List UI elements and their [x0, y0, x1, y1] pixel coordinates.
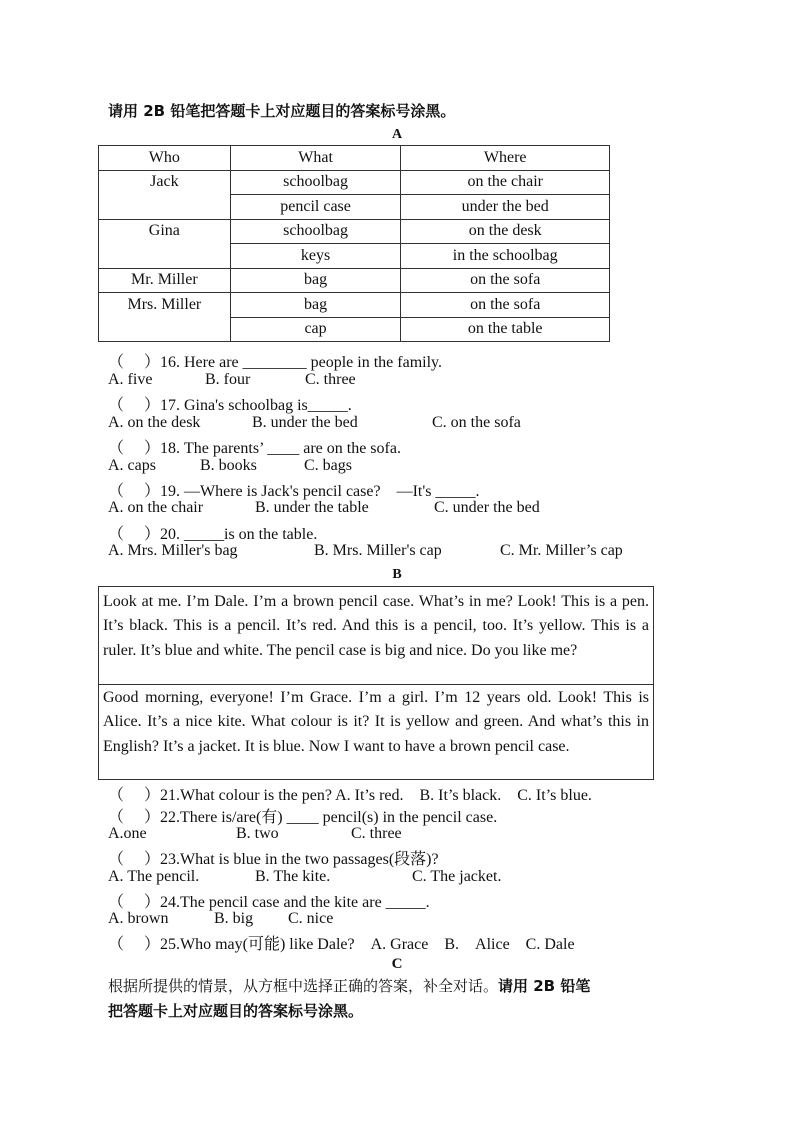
question-25: （ ）25.Who may(可能) like Dale? A. Grace B. Alice C. Dale: [108, 936, 575, 953]
question-16: （ ）16. Here are ________ people in the family.: [108, 354, 442, 371]
q19-option-c: C. under the bed: [434, 499, 540, 516]
q19-option-a: A. on the chair: [108, 499, 204, 516]
q20-option-c: C. Mr. Miller’s cap: [500, 542, 623, 559]
table-row: [99, 170, 610, 195]
question-18: （ ）18. The parents’ ____ are on the sofa.: [108, 440, 401, 457]
who-cell: Gina: [99, 219, 231, 268]
section-c-bold-1: 请用 2B 铅笔: [498, 977, 591, 995]
q17-option-c: C. on the sofa: [432, 414, 521, 431]
question-19: （ ）19. —Where is Jack's pencil case? —It's _____.: [108, 483, 480, 500]
question-21: （ ）21.What colour is the pen? A. It’s red. B. It’s black. C. It’s blue.: [108, 787, 592, 804]
what-cell: schoolbag: [230, 170, 401, 195]
q18-option-a: A. caps: [108, 457, 156, 474]
what-cell: schoolbag: [230, 219, 401, 244]
q23-option-b: B. The kite.: [255, 868, 331, 885]
where-cell: on the desk: [401, 219, 610, 244]
table-row: [99, 268, 610, 293]
table-row: [99, 317, 610, 342]
q24-option-a: A. brown: [108, 910, 169, 927]
section-a-label: A: [391, 127, 403, 142]
instruction-top: 请用 2B 铅笔把答题卡上对应题目的答案标号涂黑。: [108, 102, 456, 120]
question-23: （ ）23.What is blue in the two passages(段落)?: [108, 851, 439, 868]
where-cell: on the sofa: [401, 293, 610, 318]
q16-option-c: C. three: [305, 371, 356, 388]
header-what: What: [230, 146, 401, 171]
where-cell: under the bed: [401, 195, 610, 220]
table-header-row: [99, 146, 610, 171]
passage-2: [98, 683, 654, 780]
passage-1-text: Look at me. I’m Dale. I’m a brown pencil case. What’s in me? Look! This is a pen. It’s black. This is a pencil. It’s red. And this is a pencil, too. It’s yellow. This is a ruler. It’s blue and white. The pencil case is big and nice. Do you like me?: [103, 593, 649, 659]
table-row: [99, 293, 610, 318]
who-cell: Mrs. Miller: [99, 293, 231, 318]
who-cell: Jack: [99, 170, 231, 219]
who-cell: [99, 317, 231, 342]
q19-option-b: B. under the table: [255, 499, 369, 516]
what-cell: bag: [230, 293, 401, 318]
q16-option-a: A. five: [108, 371, 153, 388]
header-where: Where: [401, 146, 610, 171]
section-c-instruction: [108, 974, 698, 1024]
q18-option-c: C. bags: [304, 457, 352, 474]
who-cell: Mr. Miller: [99, 268, 231, 293]
q22-option-c: C. three: [351, 825, 402, 842]
where-cell: on the table: [401, 317, 610, 342]
q23-option-a: A. The pencil.: [108, 868, 200, 885]
section-c-bold-2: 把答题卡上对应题目的答案标号涂黑。: [108, 1002, 364, 1020]
q18-option-b: B. books: [200, 457, 257, 474]
q22-option-b: B. two: [236, 825, 279, 842]
question-17: （ ）17. Gina's schoolbag is_____.: [108, 397, 352, 414]
what-cell: pencil case: [230, 195, 401, 220]
section-c-label: C: [391, 956, 403, 972]
question-20: （ ）20. _____is on the table.: [108, 526, 318, 543]
table-row: [99, 219, 610, 244]
what-cell: cap: [230, 317, 401, 342]
where-cell: in the schoolbag: [401, 244, 610, 269]
what-cell: bag: [230, 268, 401, 293]
q16-option-b: B. four: [205, 371, 251, 388]
q22-option-a: A.one: [108, 825, 147, 842]
info-table: [98, 145, 610, 342]
q24-option-b: B. big: [214, 910, 254, 927]
passage-1: [98, 586, 654, 685]
q23-option-c: C. The jacket.: [412, 868, 502, 885]
q20-option-b: B. Mrs. Miller's cap: [314, 542, 442, 559]
what-cell: keys: [230, 244, 401, 269]
q17-option-a: A. on the desk: [108, 414, 201, 431]
where-cell: on the chair: [401, 170, 610, 195]
q17-option-b: B. under the bed: [252, 414, 358, 431]
question-22: （ ）22.There is/are(有) ____ pencil(s) in the pencil case.: [108, 809, 498, 826]
section-b-label: B: [392, 567, 402, 582]
where-cell: on the sofa: [401, 268, 610, 293]
passage-2-text: Good morning, everyone! I’m Grace. I’m a girl. I’m 12 years old. Look! This is Alice. It’s a nice kite. What colour is it? It is yellow and green. And what’s this in English? It’s a jacket. It is blue. Now I want to have a brown pencil case.: [103, 689, 649, 755]
q20-option-a: A. Mrs. Miller's bag: [108, 542, 238, 559]
question-24: （ ）24.The pencil case and the kite are _____.: [108, 894, 430, 911]
q24-option-c: C. nice: [288, 910, 334, 927]
section-c-text: 根据所提供的情景，从方框中选择正确的答案，补全对话。: [108, 977, 499, 995]
header-who: Who: [99, 146, 231, 171]
